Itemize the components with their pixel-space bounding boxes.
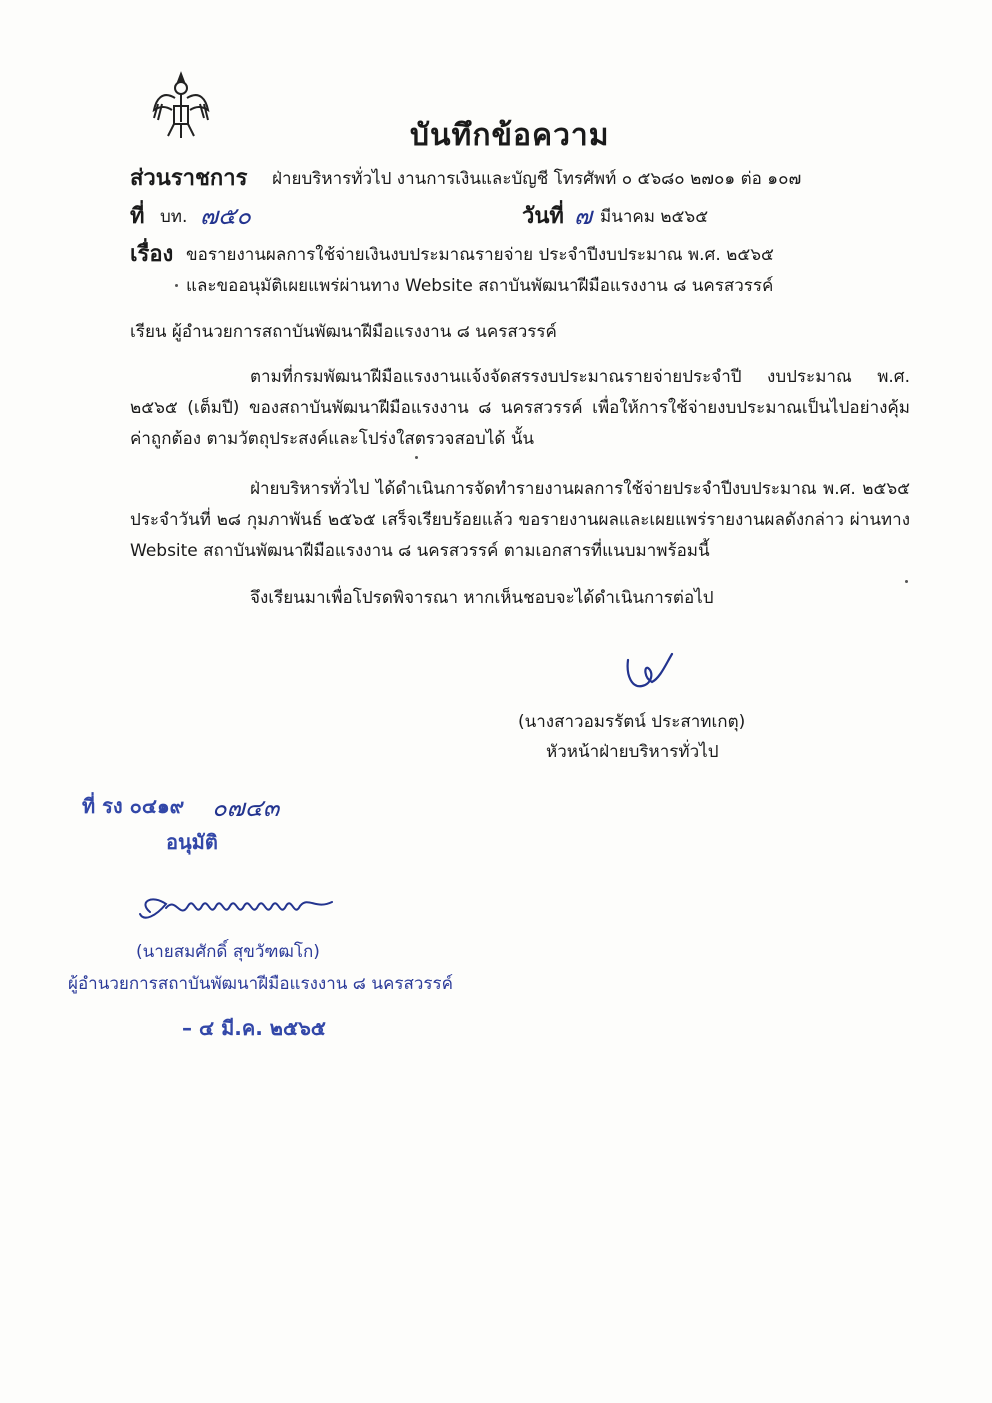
signer-name: (นางสาวอมรรัตน์ ประสาทเกตุ) bbox=[518, 712, 746, 732]
approval-date-stamp: – ๔ มี.ค. ๒๕๖๕ bbox=[182, 1016, 326, 1040]
body-paragraph-2-text: ฝ่ายบริหารทั่วไป ได้ดำเนินการจัดทำรายงานผลการใช้จ่ายประจำปีงบประมาณ พ.ศ. ๒๕๖๕ ประจำวันที่ ๒๘ กุมภาพันธ์ ๒๕๖๕ เสร็จเรียบร้อยแล้ว ขอรายงานผลและเผยแพร่รายงานผลดังกล่าว ผ่านทาง Website สถาบันพัฒนาฝีมือแรงงาน ๘ นครสวรรค์ ตามเอกสารที่แนบมาพร้อมนี้ bbox=[130, 479, 910, 561]
approver-name: (นายสมศักดิ์ สุขวัฑฒโก) bbox=[136, 942, 320, 962]
approver-signature-icon bbox=[136, 892, 346, 932]
body-paragraph-2 bbox=[130, 474, 910, 567]
paper-speck bbox=[905, 580, 908, 583]
paper-speck bbox=[175, 284, 178, 287]
salutation: เรียน ผู้อำนวยการสถาบันพัฒนาฝีมือแรงงาน ๘ นครสวรรค์ bbox=[130, 322, 557, 342]
subject-line-1: ขอรายงานผลการใช้จ่ายเงินงบประมาณรายจ่าย ประจำปีงบประมาณ พ.ศ. ๒๕๖๕ bbox=[186, 245, 774, 265]
dept-label: ส่วนราชการ bbox=[130, 166, 248, 191]
garuda-emblem-icon bbox=[150, 70, 212, 142]
date-month-year: มีนาคม ๒๕๖๕ bbox=[600, 207, 709, 227]
body-paragraph-3: จึงเรียนมาเพื่อโปรดพิจารณา หากเห็นชอบจะได้ดำเนินการต่อไป bbox=[250, 588, 714, 608]
signer-position: หัวหน้าฝ่ายบริหารทั่วไป bbox=[546, 742, 719, 762]
approval-ref-stamp: ที่ รง ๐๔๑๙ bbox=[82, 794, 185, 818]
subject-line-2: และขออนุมัติเผยแพร่ผ่านทาง Website สถาบันพัฒนาฝีมือแรงงาน ๘ นครสวรรค์ bbox=[186, 276, 774, 296]
date-label: วันที่ bbox=[522, 204, 564, 229]
approver-position: ผู้อำนวยการสถาบันพัฒนาฝีมือแรงงาน ๘ นครสวรรค์ bbox=[68, 974, 454, 994]
approval-status: อนุมัติ bbox=[166, 830, 218, 854]
ref-number-handwritten: ๗๕๐ bbox=[200, 202, 251, 230]
dept-value: ฝ่ายบริหารทั่วไป งานการเงินและบัญชี โทรศัพท์ ๐ ๕๖๘๐ ๒๗๐๑ ต่อ ๑๐๗ bbox=[272, 169, 802, 189]
paper-speck bbox=[415, 456, 418, 459]
approval-ref-number-handwritten: ๐๗๔๓ bbox=[212, 794, 280, 822]
memo-title: บันทึกข้อความ bbox=[410, 118, 610, 153]
ref-label: ที่ bbox=[130, 204, 145, 229]
date-day-handwritten: ๗ bbox=[574, 202, 593, 230]
signature-icon bbox=[618, 650, 678, 698]
body-paragraph-1 bbox=[130, 362, 910, 455]
subject-label: เรื่อง bbox=[130, 242, 174, 267]
body-paragraph-1-text: ตามที่กรมพัฒนาฝีมือแรงงานแจ้งจัดสรรงบประมาณรายจ่ายประจำปี งบประมาณ พ.ศ. ๒๕๖๕ (เต็มปี) ของสถาบันพัฒนาฝีมือแรงงาน ๘ นครสวรรค์ เพื่อให้การใช้จ่ายงบประมาณเป็นไปอย่างคุ้มค่าถูกต้อง ตามวัตถุประสงค์และโปร่งใสตรวจสอบได้ นั้น bbox=[130, 367, 910, 449]
ref-prefix: บท. bbox=[160, 207, 188, 227]
